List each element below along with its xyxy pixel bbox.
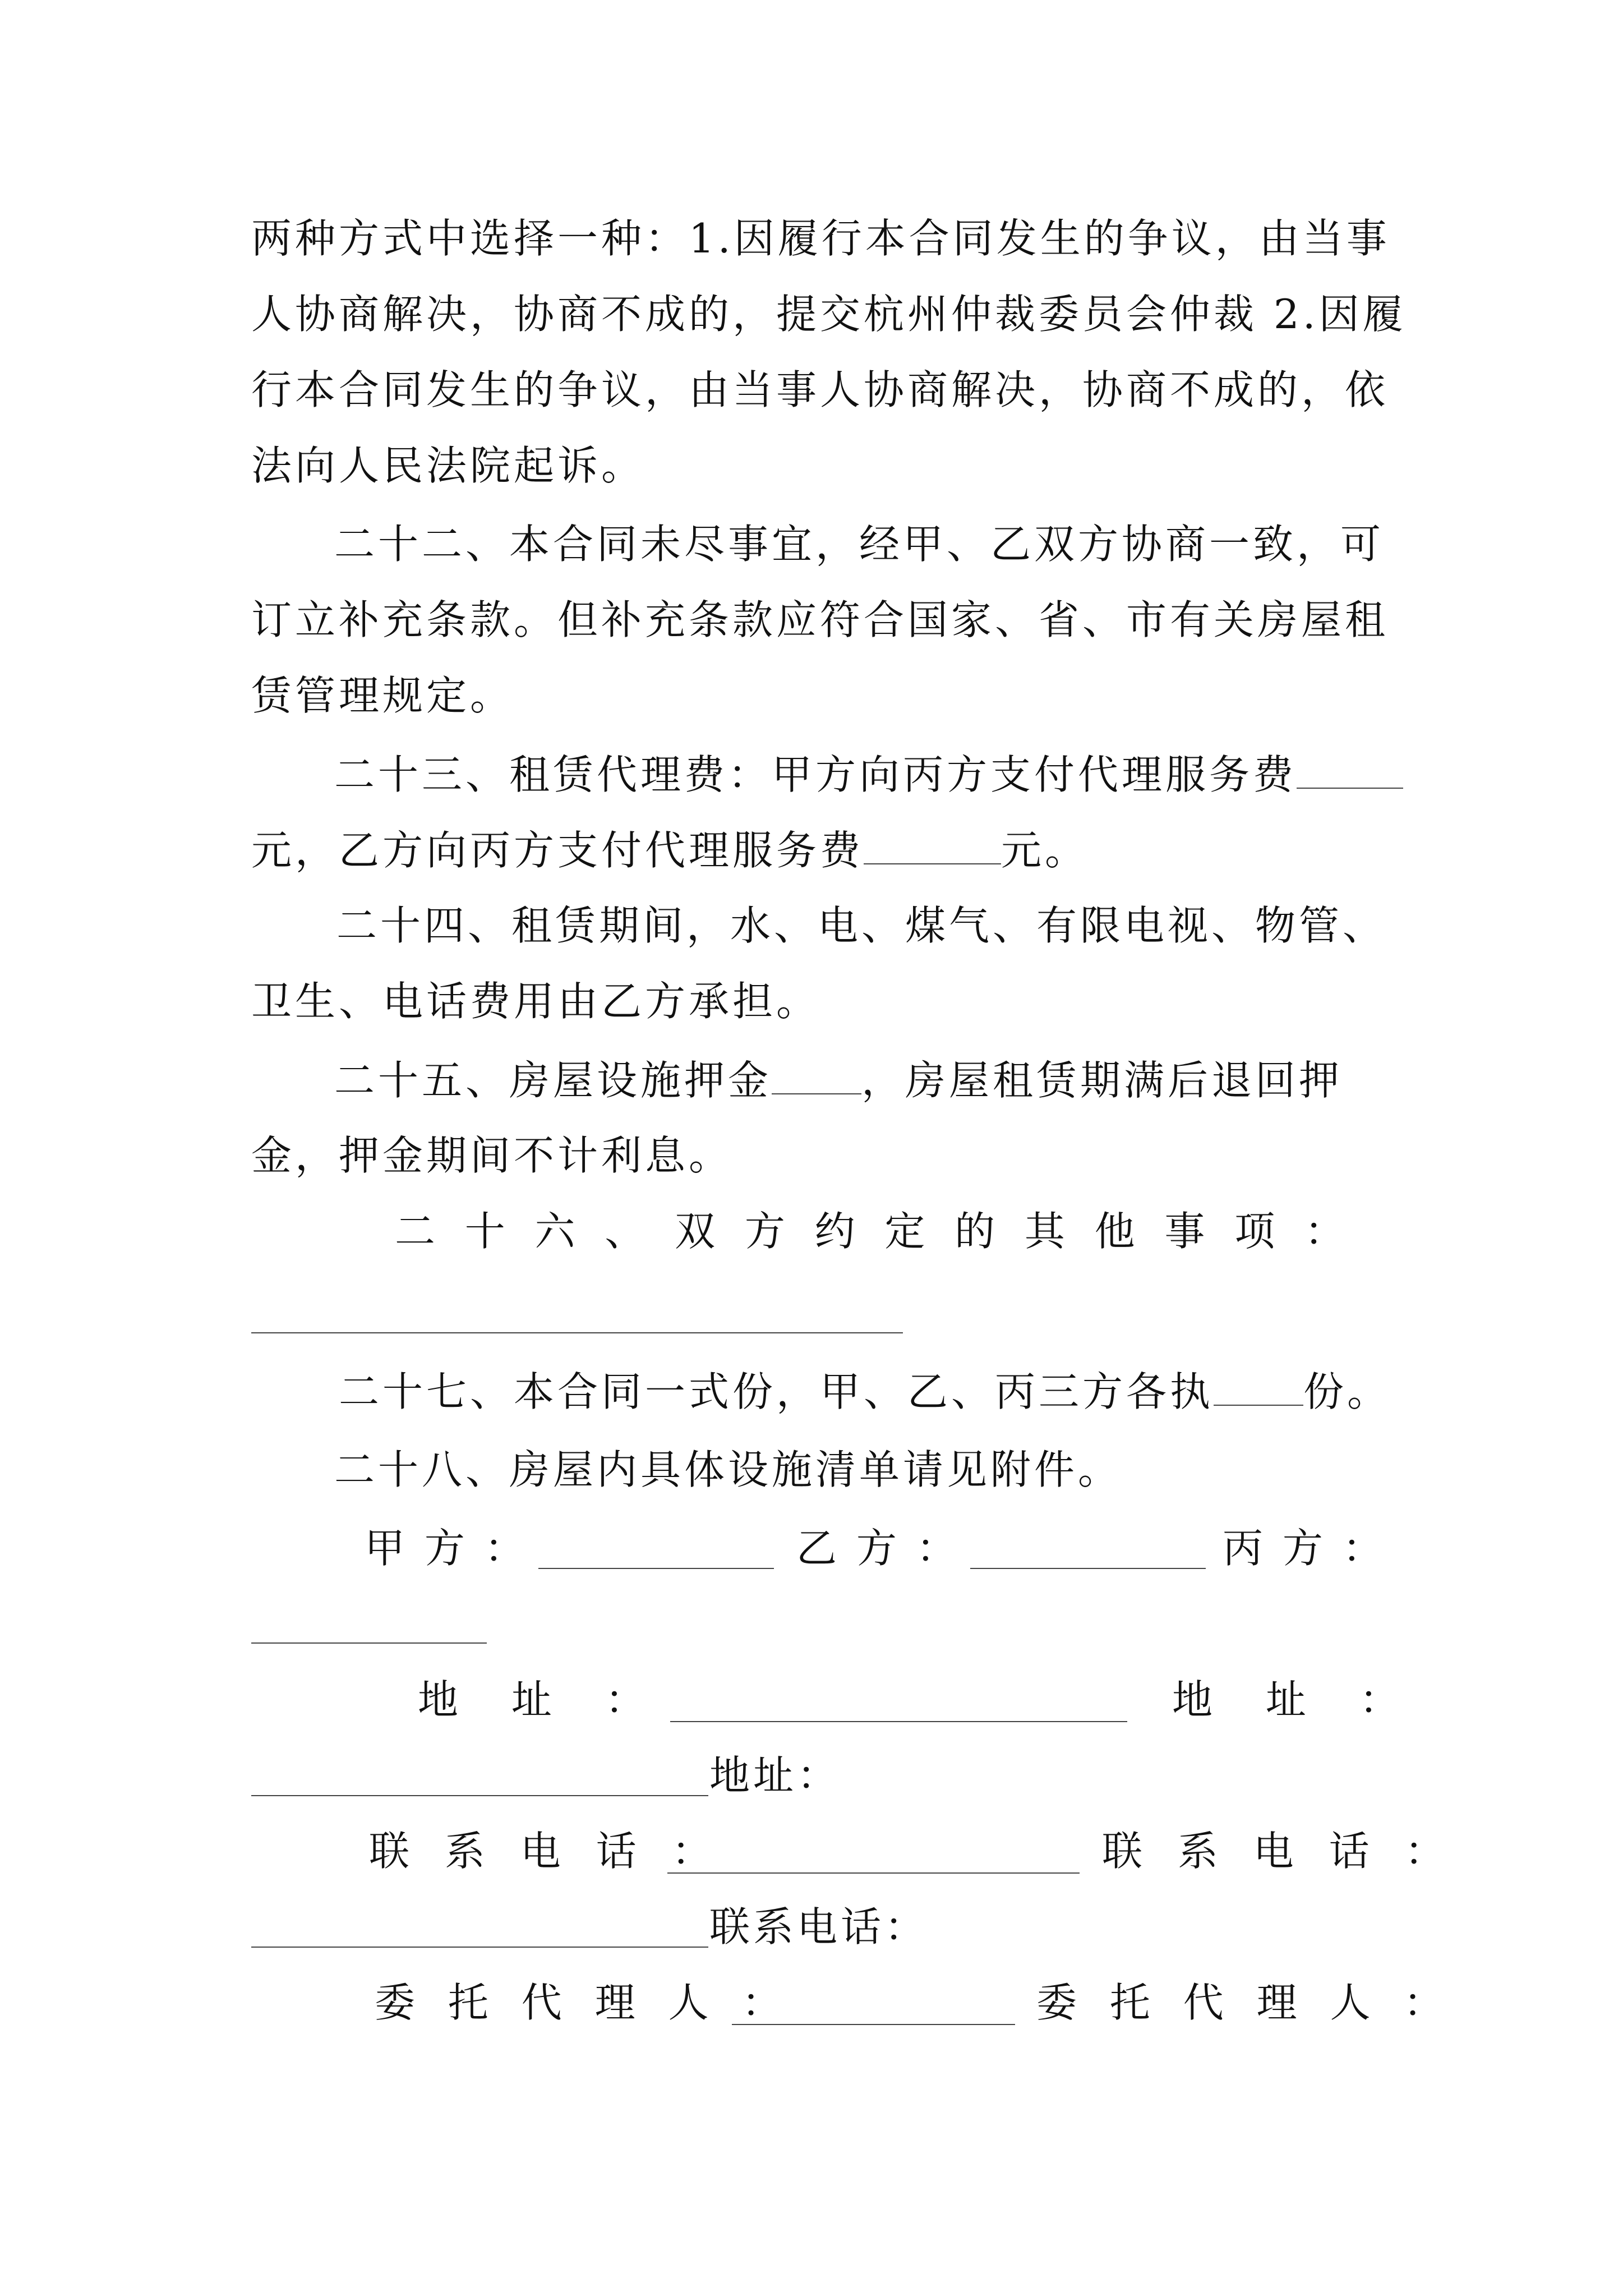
clause-25-text: 二十五、房屋设施押金 [334, 1057, 772, 1104]
clause-26-char: 的 [955, 1208, 999, 1255]
address-label-a: 地 址 ： [418, 1676, 666, 1723]
clause-26-char: 方 [744, 1208, 789, 1255]
clause-27-line-1 [339, 1369, 1391, 1414]
clause-26-char: 事 [1164, 1208, 1209, 1255]
address-a-blank [670, 1721, 1127, 1722]
clause-26-char: 他 [1094, 1208, 1138, 1255]
clause-23-text: 二十三、租赁代理费：甲方向丙方支付代理服务费 [334, 751, 1297, 798]
party-c-label: 丙 方 ： [1223, 1525, 1386, 1572]
clause-22-line-1: 二十二、本合同未尽事宜，经甲、乙双方协商一致，可 [334, 521, 1385, 568]
phone-label-c: 联系电话： [709, 1903, 929, 1950]
party-c-blank [251, 1642, 487, 1644]
clause-26-char: 双 [675, 1208, 719, 1255]
address-label-b: 地 址 ： [1172, 1676, 1420, 1723]
other-matters-blank [251, 1332, 903, 1333]
clause-26-char: 定 [884, 1208, 929, 1255]
clause-25-text-2: ，房屋租赁期满后退回押 [861, 1057, 1343, 1104]
clause-25-line-1 [334, 1057, 1343, 1103]
phone-label-a: 联 系 电 话 ： [369, 1828, 723, 1875]
clause-22-line-2: 订立补充条款。但补充条款应符合国家、省、市有关房屋租 [251, 596, 1389, 643]
address-label-c: 地址： [709, 1752, 841, 1799]
agent-fee-b-blank [864, 827, 1001, 864]
copies-blank [1214, 1369, 1303, 1406]
clause-26-char: 、 [605, 1208, 649, 1255]
phone-b-blank [251, 1947, 708, 1948]
clause-22-line-3: 赁管理规定。 [251, 672, 514, 719]
clause-26-char: 项 [1234, 1208, 1279, 1255]
deposit-blank [772, 1057, 861, 1094]
party-b-blank [970, 1568, 1206, 1569]
clause-26-char: 二 [395, 1208, 439, 1255]
address-b-blank [251, 1795, 708, 1796]
phone-label-b: 联 系 电 话 ： [1102, 1828, 1456, 1875]
clause-23-line-1 [334, 752, 1403, 797]
clause-23-line-2 [251, 827, 1089, 873]
clause-28-line-1: 二十八、房屋内具体设施清单请见附件。 [334, 1446, 1122, 1493]
clause-21-line-4: 法向人民法院起诉。 [251, 442, 645, 489]
clause-23-text-2: 元，乙方向丙方支付代理服务费 [251, 827, 864, 874]
agent-fee-a-blank [1297, 752, 1403, 789]
clause-21-line-2: 人协商解决，协商不成的，提交杭州仲裁委员会仲裁 2.因履 [251, 291, 1407, 338]
clause-25-line-2: 金，押金期间不计利息。 [251, 1132, 733, 1179]
phone-a-blank [667, 1872, 1080, 1874]
clause-27-text-2: 份。 [1303, 1368, 1391, 1415]
clause-24-line-1: 二十四、租赁期间，水、电、煤气、有限电视、物管、 [336, 902, 1387, 949]
agent-label-a: 委 托 代 理 人 ： [375, 1979, 792, 2026]
party-b-label: 乙 方 ： [796, 1525, 960, 1572]
party-a-label: 甲 方 ： [365, 1525, 528, 1572]
clause-26-line-1 [395, 1209, 1348, 1254]
clause-23-text-3: 元。 [1001, 827, 1089, 874]
clause-26-char: 六 [534, 1208, 579, 1255]
clause-26-char: 约 [814, 1208, 859, 1255]
clause-26-char: 十 [464, 1208, 509, 1255]
agent-label-b: 委 托 代 理 人 ： [1036, 1979, 1454, 2026]
clause-21-line-3: 行本合同发生的争议，由当事人协商解决，协商不成的，依 [251, 366, 1389, 413]
clause-27-text: 二十七、本合同一式份，甲、乙、丙三方各执 [339, 1368, 1214, 1415]
clause-26-char: 其 [1024, 1208, 1068, 1255]
clause-24-line-2: 卫生、电话费用由乙方承担。 [251, 978, 820, 1025]
party-a-blank [538, 1568, 774, 1569]
clause-21-line-1: 两种方式中选择一种：1.因履行本合同发生的争议，由当事 [251, 215, 1390, 262]
agent-a-blank [732, 2024, 1015, 2025]
clause-26-char: ： [1304, 1208, 1348, 1255]
